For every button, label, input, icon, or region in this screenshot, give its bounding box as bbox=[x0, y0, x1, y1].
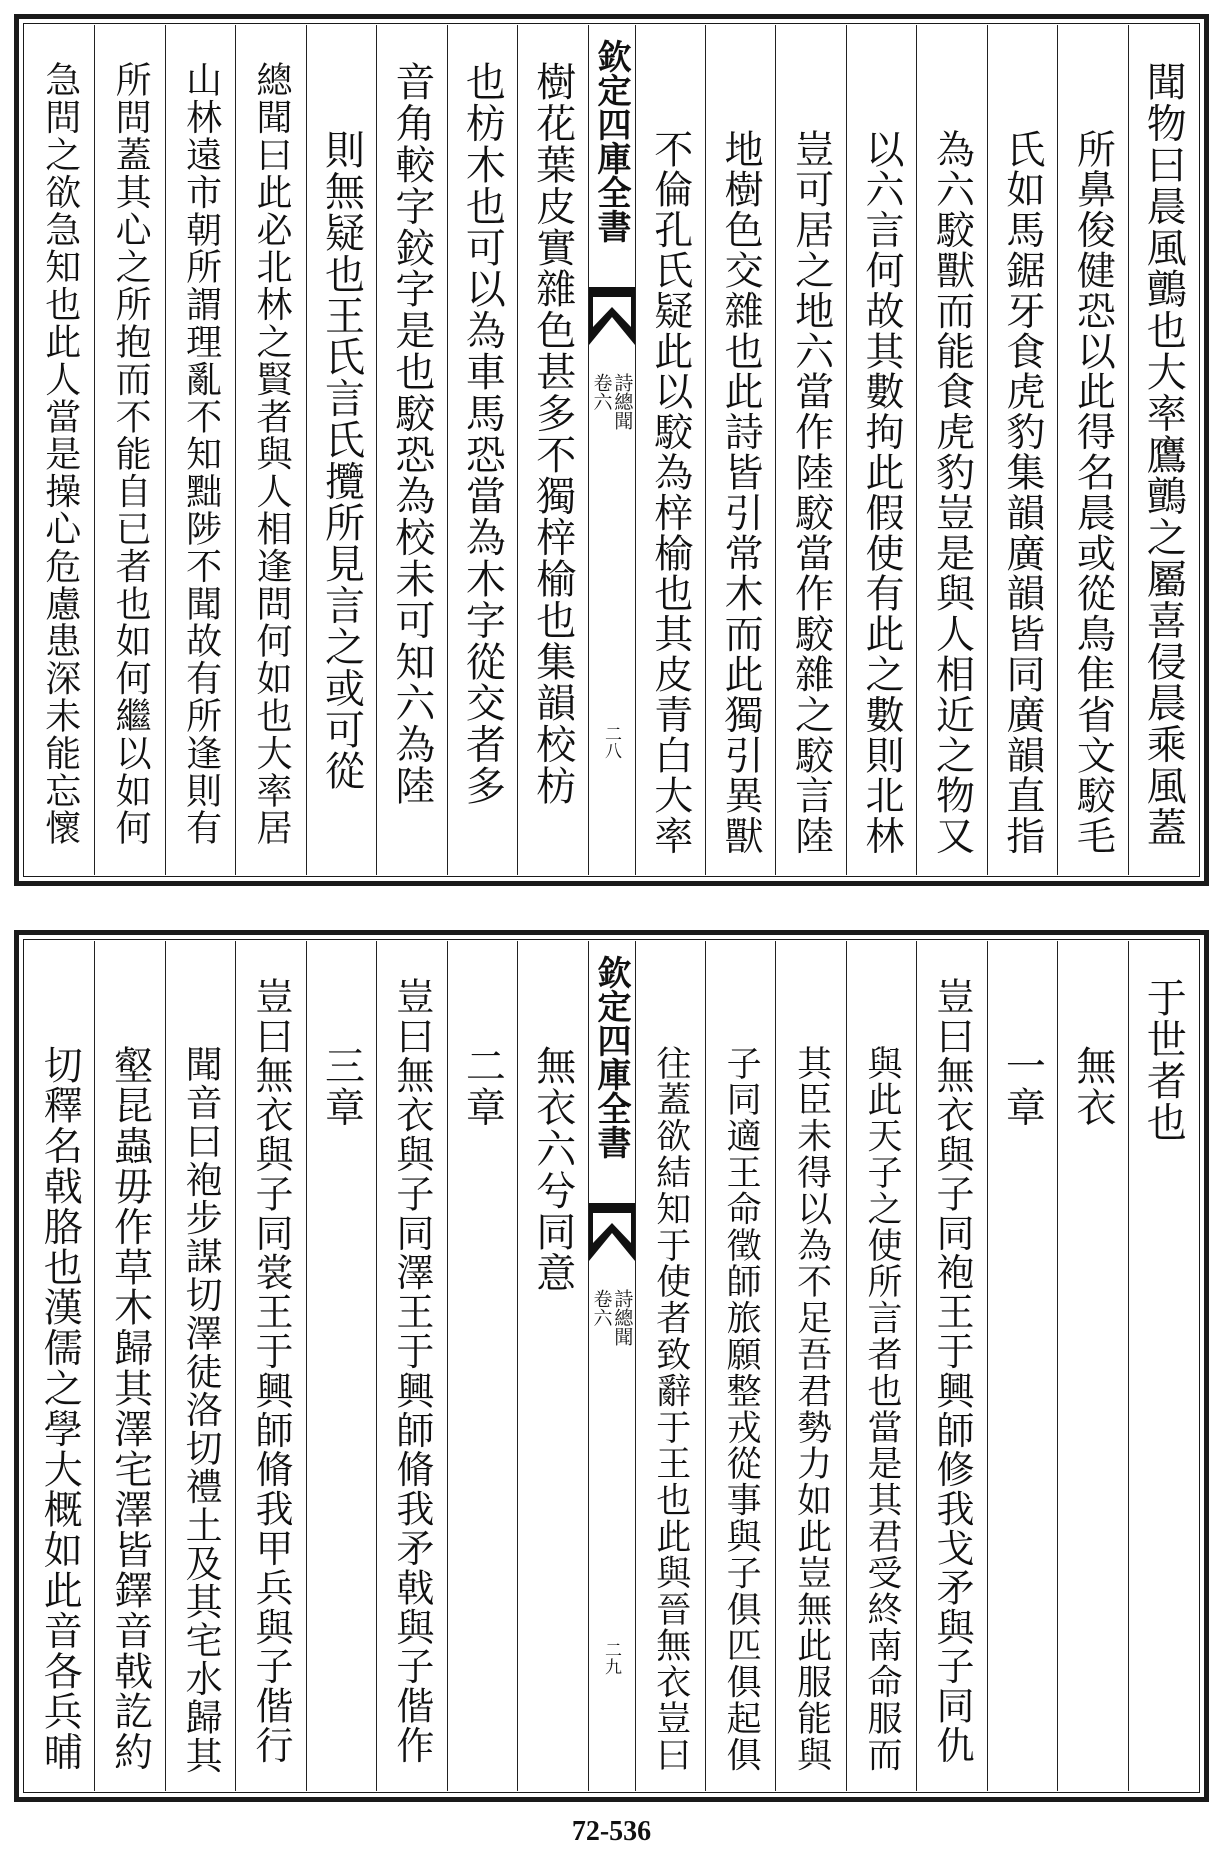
column-text: 往蓋欲結知于使者致辭于王也此與晉無衣豈曰 bbox=[650, 1045, 691, 1773]
column-text: 聞音曰袍步謀切澤徒洛切禮土及其宅水歸其 bbox=[179, 1045, 223, 1775]
center-spine bbox=[588, 25, 635, 875]
text-column bbox=[775, 941, 845, 1791]
column-text: 不倫孔氏疑此以駮為梓榆也其皮青白大率 bbox=[647, 129, 693, 857]
text-column bbox=[987, 941, 1057, 1791]
column-text: 則無疑也王氏言氏攬所見言之或可從 bbox=[318, 129, 365, 792]
text-column bbox=[705, 25, 775, 875]
column-text: 三章 bbox=[318, 1045, 365, 1128]
text-column bbox=[165, 25, 235, 875]
column-text: 于世者也 bbox=[1140, 977, 1187, 1143]
text-column bbox=[94, 25, 164, 875]
column-text: 壑昆蟲毋作草木歸其澤宅澤皆鐸音戟訖約 bbox=[107, 1045, 153, 1773]
text-column bbox=[517, 25, 587, 875]
column-text: 無衣六兮同意 bbox=[529, 1045, 576, 1294]
column-text: 與此天子之使所言者也當是其君受終南命服而 bbox=[862, 1045, 903, 1773]
column-text: 以六言何故其數拘此假使有此之數則北林 bbox=[859, 129, 905, 857]
text-column bbox=[635, 941, 705, 1791]
spine-volume: 詩總聞 卷六 bbox=[590, 373, 634, 430]
text-column bbox=[1128, 941, 1198, 1791]
column-text: 豈曰無衣與子同袍王于興師修我戈矛與子同仇 bbox=[929, 977, 974, 1765]
text-column bbox=[235, 941, 305, 1791]
text-column bbox=[775, 25, 845, 875]
text-column bbox=[517, 941, 587, 1791]
spine-title: 欽定四庫全書 bbox=[591, 39, 631, 243]
column-text: 其臣未得以為不足吾君勢力如此豈無此服能與 bbox=[791, 1045, 832, 1773]
column-text: 所問蓋其心之所抱而不能自已者也如何繼以如何 bbox=[110, 61, 152, 847]
text-column bbox=[1057, 25, 1127, 875]
text-column bbox=[1057, 941, 1127, 1791]
column-text: 總聞曰此必北林之賢者與人相逢問何如也大率居 bbox=[251, 61, 293, 847]
text-column bbox=[635, 25, 705, 875]
column-text: 氏如馬鋸牙食虎豹集韻廣韻皆同廣韻直指 bbox=[999, 129, 1045, 857]
column-text: 豈曰無衣與子同澤王于興師脩我矛戟與子偕作 bbox=[389, 977, 434, 1765]
text-column bbox=[846, 941, 916, 1791]
text-column bbox=[447, 941, 517, 1791]
text-column bbox=[376, 941, 446, 1791]
column-text: 豈可居之地六當作陸駮當作駮雜之駮言陸 bbox=[788, 129, 834, 857]
column-text: 急問之欲急知也此人當是操心危慮患深未能忘懷 bbox=[39, 61, 81, 847]
fishtail-mark-icon bbox=[589, 1203, 635, 1261]
column-text: 子同適王命徵師旅願整戎從事與子俱匹俱起俱 bbox=[721, 1045, 762, 1773]
fishtail-mark-icon bbox=[589, 287, 635, 345]
column-text: 聞物曰晨風鸇也大率鷹鸇之屬喜侵晨乘風蓋 bbox=[1140, 61, 1187, 848]
column-text: 山林遠市朝所謂理亂不知黜陟不聞故有所逢則有 bbox=[180, 61, 222, 847]
column-text: 無衣 bbox=[1069, 1045, 1116, 1128]
spine-title: 欽定四庫全書 bbox=[591, 955, 631, 1159]
text-column bbox=[306, 941, 376, 1791]
column-text: 豈曰無衣與子同裳王于興師脩我甲兵與子偕行 bbox=[249, 977, 294, 1765]
text-column bbox=[235, 25, 305, 875]
text-column bbox=[987, 25, 1057, 875]
text-column bbox=[94, 941, 164, 1791]
text-column bbox=[447, 25, 517, 875]
center-spine bbox=[588, 941, 635, 1791]
column-text: 二章 bbox=[459, 1045, 506, 1128]
column-text: 切釋名戟胳也漢儒之學大概如此音各兵晡 bbox=[37, 1045, 83, 1773]
spine-folio: 二八 bbox=[601, 725, 621, 759]
text-column bbox=[165, 941, 235, 1791]
column-text: 樹花葉皮實雜色甚多不獨梓榆也集韻校枋 bbox=[529, 61, 576, 807]
column-text: 一章 bbox=[999, 1045, 1046, 1128]
text-column bbox=[25, 941, 94, 1791]
column-text: 地樹色交雜也此詩皆引常木而此獨引異獸 bbox=[718, 129, 764, 857]
page-frame-bottom bbox=[14, 930, 1209, 1802]
column-text: 為六駮獸而能食虎豹豈是與人相近之物又 bbox=[929, 129, 975, 857]
page-frame-top bbox=[14, 14, 1209, 886]
text-column bbox=[846, 25, 916, 875]
text-column bbox=[916, 941, 986, 1791]
column-text: 也枋木也可以為車馬恐當為木字從交者多 bbox=[459, 61, 506, 807]
text-column bbox=[916, 25, 986, 875]
column-text: 所鼻俊健恐以此得名晨或從鳥隹省文駮毛 bbox=[1070, 129, 1116, 857]
text-column bbox=[705, 941, 775, 1791]
spine-volume: 詩總聞 卷六 bbox=[590, 1289, 634, 1346]
text-column bbox=[25, 25, 94, 875]
spine-folio: 二九 bbox=[601, 1641, 621, 1675]
column-text: 音角較字鉸字是也駮恐為校未可知六為陸 bbox=[388, 61, 435, 807]
text-column bbox=[376, 25, 446, 875]
text-column bbox=[1128, 25, 1198, 875]
page-number: 72-536 bbox=[571, 1816, 652, 1847]
text-column bbox=[306, 25, 376, 875]
